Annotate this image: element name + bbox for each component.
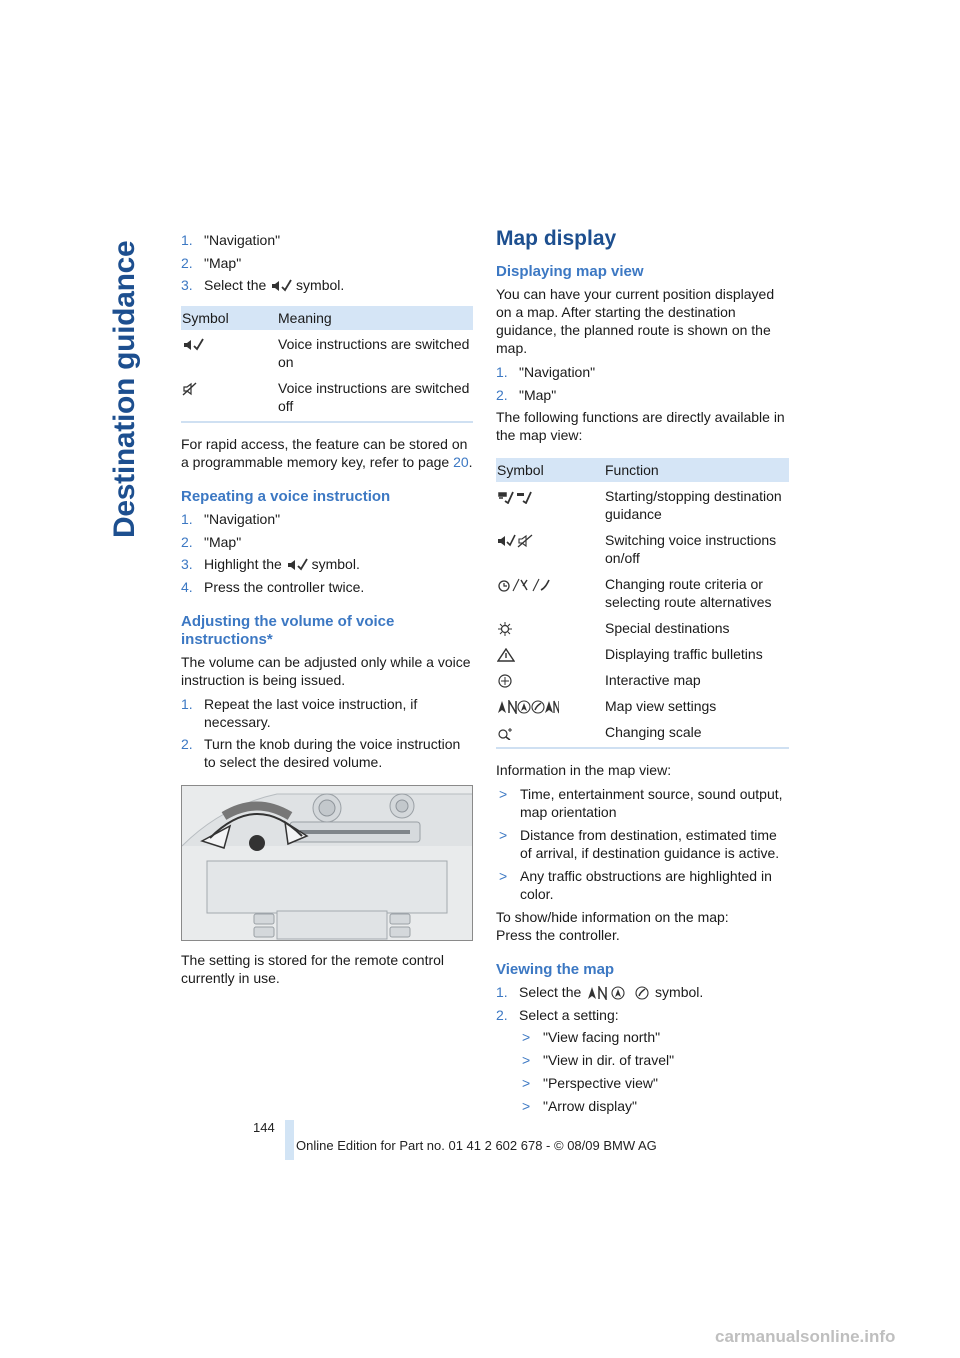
step-item: 1. "Navigation" [496,364,596,380]
scale-icon [497,726,515,740]
table-row: Changing route criteria or selecting route alternatives [496,570,789,614]
step-item: 3. Select the symbol. [181,277,345,293]
displaying-map-heading: Displaying map view [496,263,644,280]
show-hide-text: To show/hide information on the map: [496,909,729,925]
viewing-map-heading: Viewing the map [496,961,615,978]
steps-repeat [181,510,473,596]
dashboard-drawing [182,786,473,941]
step-item: 2. "Map" [181,533,242,550]
table-row: Displaying traffic bulletins [496,640,789,666]
voice-on-icon [270,279,292,293]
rapid-access-note: For rapid access, the feature can be stored on a programmable memory key, refer to page 20. [181,436,473,470]
step-item: 3. Highlight the symbol. [181,556,360,572]
map-display-heading: Map display [496,227,617,250]
list-item: > "Perspective view" [522,1075,658,1091]
chapter-title-text: Destination guidance [108,240,141,538]
table-row: Switching voice instructions on/off [496,526,789,570]
traffic-bulletins-icon [497,648,515,662]
table-row: Voice instructions are switched off [181,374,473,421]
side-chapter-title [108,232,156,542]
special-destinations-icon [497,622,513,636]
page-number: 144 [253,1120,275,1135]
table-row: Interactive map [496,666,789,692]
voice-on-icon [182,338,204,352]
press-controller-text: Press the controller. [496,927,620,943]
table-header: Symbol Meaning [181,306,473,330]
table-row: Map view settings [496,692,789,718]
steps-volume [181,695,473,772]
info-intro: Information in the map view: [496,762,672,778]
page-reference-link[interactable]: 20 [453,454,469,470]
info-bullet-list [496,785,789,903]
interactive-map-icon [497,674,513,688]
start-stop-guidance-icon [497,490,533,504]
repeat-heading: Repeating a voice instruction [181,488,391,505]
step-item: 1. "Navigation" [181,511,281,527]
left-column [181,231,473,993]
list-item: > "View facing north" [522,1029,661,1045]
step-item: 2. "Map" [181,254,242,271]
list-item: > Distance from destination, estimated time of arrival, if destination guidance is active. [499,827,780,861]
map-view-settings-icon [585,986,651,1000]
table-row: Special destinations [496,614,789,640]
table-header: Symbol Function [496,458,789,482]
voice-toggle-icon [497,534,535,548]
list-item: > "View in dir. of travel" [522,1052,675,1068]
functions-intro: The following functions are directly available in the map view: [496,409,785,443]
table-row: Voice instructions are switched on [181,330,473,374]
list-item: > Any traffic obstructions are highlighted in color. [499,868,772,902]
right-column [496,227,789,1120]
route-criteria-icon [497,578,551,592]
table-row: Changing scale [496,718,789,747]
step-item: 4. Press the controller twice. [181,578,365,595]
symbol-function-table [496,458,789,749]
step-item: 1. Repeat the last voice instruction, if necessary. [181,695,418,730]
footer-edition-text: Online Edition for Part no. 01 41 2 602 678 - © 08/09 BMW AG [296,1138,657,1153]
step-item: 2. Select a setting: [496,1006,619,1023]
displaying-map-text: You can have your current position displayed on a map. After starting the destination guidance, the planned route is shown on the map. [496,286,775,356]
map-view-settings-icon [497,700,559,714]
step-item: 1. "Navigation" [181,232,281,248]
footer-accent-bar [285,1120,294,1160]
control-knob-illustration [181,785,473,941]
step-item: 2. Turn the knob during the voice instruction to select the desired volume. [181,736,461,770]
step-item: 2. "Map" [496,386,557,403]
list-item: > "Arrow display" [522,1098,637,1114]
steps-viewing-map [496,983,789,1024]
volume-text: The volume can be adjusted only while a voice instruction is being issued. [181,653,471,688]
voice-on-icon [286,558,308,572]
volume-heading: Adjusting the volume of voice instructions* [181,612,395,648]
list-item: > Time, entertainment source, sound output, map orientation [499,786,783,820]
watermark: carmanualsonline.info [715,1327,896,1346]
symbol-meaning-table [181,306,473,423]
step-item: 1. Select the symbol. [496,984,704,1000]
steps-select-symbol [181,231,473,294]
steps-map-view [496,363,789,404]
stored-setting-note: The setting is stored for the remote control currently in use. [181,952,445,986]
table-row: Starting/stopping destination guidance [496,482,789,526]
voice-off-icon [182,382,204,396]
settings-list [496,1028,789,1115]
